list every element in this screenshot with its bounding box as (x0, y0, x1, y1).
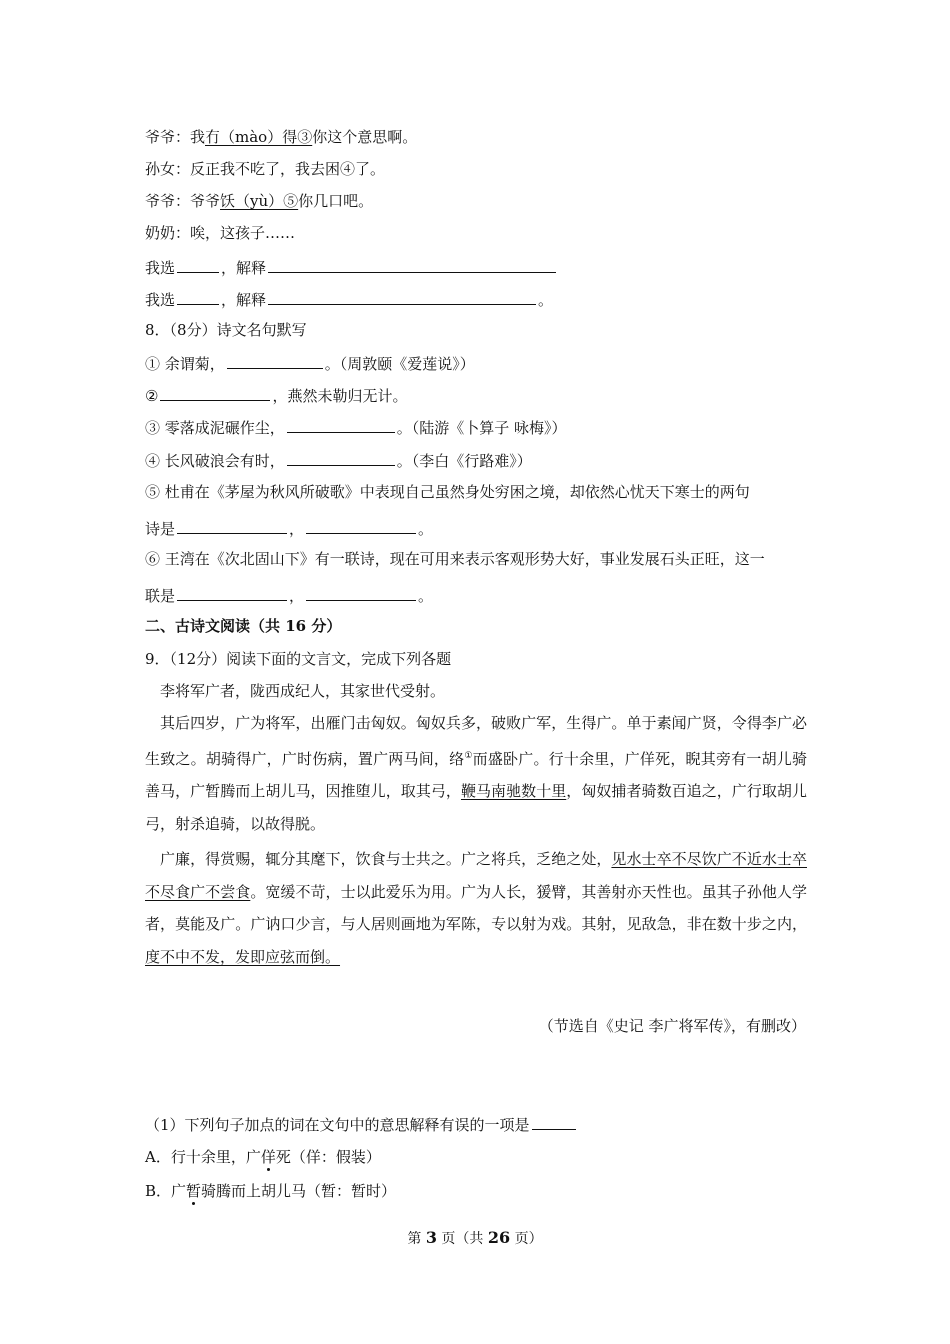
q8-item-5: ⑤ 杜甫在《茅屋为秋风所破歌》中表现自己虽然身处穷困之境，却依然心忧天下寒士的两句 (145, 483, 750, 501)
text: 。（周敦颐《爱莲说》） (324, 355, 475, 373)
text: 。宽缓不苛，士以此爱乐为用。广为人长，猨臂，其善射亦天性也。虽其子孙他人学者，莫能及广。广讷口少言，与人居则画地为军陈，专以射为戏。其射，见敌急，非在数十步之内， (145, 882, 807, 933)
label: 我选 (145, 259, 176, 277)
answer-blank[interactable] (306, 584, 416, 601)
page-footer (0, 1228, 950, 1249)
dialogue-line-2: 孙女：反正我不吃了，我去困④了。 (145, 160, 386, 178)
emphasis-dot-word: 暂 (186, 1182, 202, 1200)
text: 页（共 (436, 1231, 488, 1247)
text: 爷爷：爷爷 (145, 192, 221, 210)
text: 。（李白《行路难》） (396, 452, 532, 470)
answer-blank[interactable] (532, 1113, 576, 1130)
q8-item-6-answer (145, 584, 433, 606)
text: B．广 (145, 1182, 187, 1200)
text: A．行十余里，广 (145, 1148, 261, 1166)
total-pages: 26 (487, 1228, 511, 1247)
section-2-title: 二、古诗文阅读（共 16 分） (145, 617, 342, 635)
answer-blank[interactable] (177, 584, 287, 601)
q8-item-4 (145, 449, 532, 471)
passage-paragraph-1: 李将军广者，陇西成纪人，其家世代受射。 (160, 682, 446, 700)
option-b (145, 1181, 396, 1201)
text: 广廉，得赏赐，辄分其麾下，饮食与士共之。广之将兵，乏绝之处， (160, 850, 612, 868)
dialogue-line-4: 奶奶：唉，这孩子…… (145, 224, 296, 242)
text: ③ 零落成泥碾作尘， (145, 419, 285, 437)
label: ，解释 (221, 291, 267, 309)
explain-blank[interactable] (268, 288, 536, 305)
footnote-marker: ① (464, 750, 473, 761)
text: 死（佯：假装） (275, 1148, 381, 1166)
text: 诗是 (145, 520, 176, 538)
passage-paragraph-3 (145, 843, 807, 973)
answer-line-1 (145, 256, 558, 278)
text: 第 (407, 1231, 426, 1247)
text: 骑腾而上胡儿马（暂：暂时） (201, 1182, 397, 1200)
answer-blank[interactable] (287, 416, 395, 433)
underlined-word: 冇（mào）得③ (205, 128, 313, 146)
answer-blank[interactable] (287, 449, 395, 466)
text: 。 (538, 291, 554, 309)
q8-item-3 (145, 416, 567, 438)
answer-line-2 (145, 288, 553, 310)
text: （1）下列句子加点的词在文句中的意思解释有误的一项是 (145, 1116, 530, 1134)
text: 。 (418, 587, 434, 605)
underlined-sentence: 见水士卒不尽饮广不近水士卒不尽食广不尝食 (145, 850, 807, 901)
answer-blank[interactable] (160, 384, 270, 401)
answer-blank[interactable] (306, 517, 416, 534)
text: ④ 长风破浪会有时， (145, 452, 285, 470)
passage-source: （节选自《史记 李广将军传》，有删改） (538, 1017, 806, 1035)
label: ，解释 (221, 259, 267, 277)
passage-paragraph-2 (145, 707, 807, 840)
text: 其后四岁，广为将军，出雁门击匈奴。匈奴兵多，破败广军，生得广。单于素闻广贤，令得李广必生致之。胡骑得广，广时伤病，置广两马间，络 (145, 714, 807, 768)
text: 你几口吧。 (298, 192, 374, 210)
text: ② (145, 387, 159, 405)
q8-item-2 (145, 384, 407, 406)
text: ，匈奴捕者骑数百追之，广行取胡儿弓，射杀追骑，以故得脱。 (145, 782, 807, 833)
text: ， (289, 587, 305, 605)
text: 页） (510, 1231, 543, 1247)
underlined-sentence: 度不中不发，发即应弦而倒。 (145, 947, 341, 966)
option-a (145, 1147, 381, 1167)
text: 。 (418, 520, 434, 538)
label: 我选 (145, 291, 176, 309)
text: 爷爷：我 (145, 128, 206, 146)
dialogue-line-1 (145, 127, 417, 147)
q9-sub-question-1 (145, 1113, 578, 1135)
underlined-sentence: 鞭马南驰数十里 (460, 782, 567, 800)
dialogue-line-3 (145, 191, 373, 211)
page-number: 3 (425, 1228, 437, 1247)
text: 你这个意思啊。 (312, 128, 418, 146)
answer-blank[interactable] (177, 517, 287, 534)
explain-blank[interactable] (268, 256, 556, 273)
emphasis-dot-word: 佯 (260, 1148, 276, 1166)
text: 。（陆游《卜算子 咏梅》） (396, 419, 567, 437)
q9-title: 9．（12分）阅读下面的文言文，完成下列各题 (145, 650, 452, 668)
q8-item-6: ⑥ 王湾在《次北固山下》有一联诗，现在可用来表示客观形势大好，事业发展石头正旺，这一 (145, 550, 765, 568)
text: ，燕然未勒归无计。 (272, 387, 408, 405)
text: ， (289, 520, 305, 538)
answer-blank[interactable] (227, 352, 323, 369)
text: 联是 (145, 587, 176, 605)
text: 而盛卧广。行十余里，广佯死，睨其旁有一胡儿骑善马，广暂腾而上胡儿马，因推堕儿，取其弓， (145, 749, 807, 800)
underlined-word: 饫（yù）⑤ (220, 192, 299, 210)
q8-item-5-answer (145, 517, 433, 539)
choice-blank[interactable] (177, 288, 219, 305)
q8-title: 8．（8分）诗文名句默写 (145, 321, 307, 339)
q8-item-1 (145, 352, 475, 374)
text: ① 余谓菊， (145, 355, 225, 373)
choice-blank[interactable] (177, 256, 219, 273)
